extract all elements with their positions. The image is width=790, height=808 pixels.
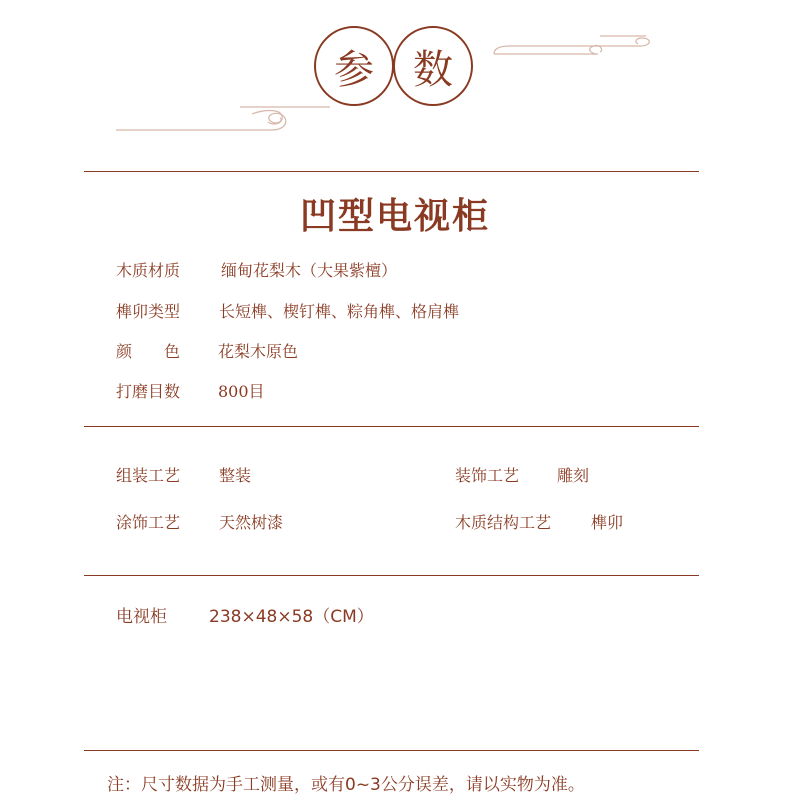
craft-value-decoration: 雕刻: [557, 466, 590, 485]
header-char-circle-2: [393, 26, 473, 106]
header-char-1: 参: [334, 46, 374, 93]
spec-label-polish: 打磨目数: [116, 382, 181, 401]
cloud-ornament-right: [490, 30, 660, 60]
divider-bottom: [84, 750, 699, 751]
craft-label-coating: 涂饰工艺: [116, 513, 181, 532]
dimensions-label: 电视柜: [116, 607, 167, 627]
craft-label-assembly: 组装工艺: [116, 466, 181, 485]
spec-label-color: 颜 色: [116, 342, 181, 361]
craft-value-structure: 榫卯: [591, 513, 624, 532]
measurement-note: 注：尺寸数据为手工测量，或有0~3公分误差，请以实物为准。: [107, 775, 585, 795]
spec-label-joinery: 榫卯类型: [116, 302, 181, 321]
craft-label-structure: 木质结构工艺: [455, 513, 552, 532]
craft-label-decoration: 装饰工艺: [455, 466, 520, 485]
craft-value-assembly: 整装: [219, 466, 252, 485]
spec-value-polish: 800目: [218, 382, 265, 401]
divider-specs: [84, 426, 699, 427]
divider-craft: [84, 575, 699, 576]
header-char-circle-1: [314, 26, 394, 106]
cloud-ornament-left: [112, 100, 342, 136]
spec-label-material: 木质材质: [116, 261, 181, 280]
header-char-2: 数: [413, 46, 453, 93]
spec-value-material: 缅甸花梨木（大果紫檀）: [221, 261, 398, 280]
dimensions-value: 238×48×58（CM）: [209, 607, 374, 627]
craft-value-coating: 天然树漆: [219, 513, 284, 532]
divider-top: [84, 171, 699, 172]
product-title: 凹型电视柜: [299, 195, 490, 237]
spec-value-joinery: 长短榫、楔钉榫、粽角榫、格肩榫: [219, 302, 460, 321]
spec-value-color: 花梨木原色: [218, 342, 299, 361]
